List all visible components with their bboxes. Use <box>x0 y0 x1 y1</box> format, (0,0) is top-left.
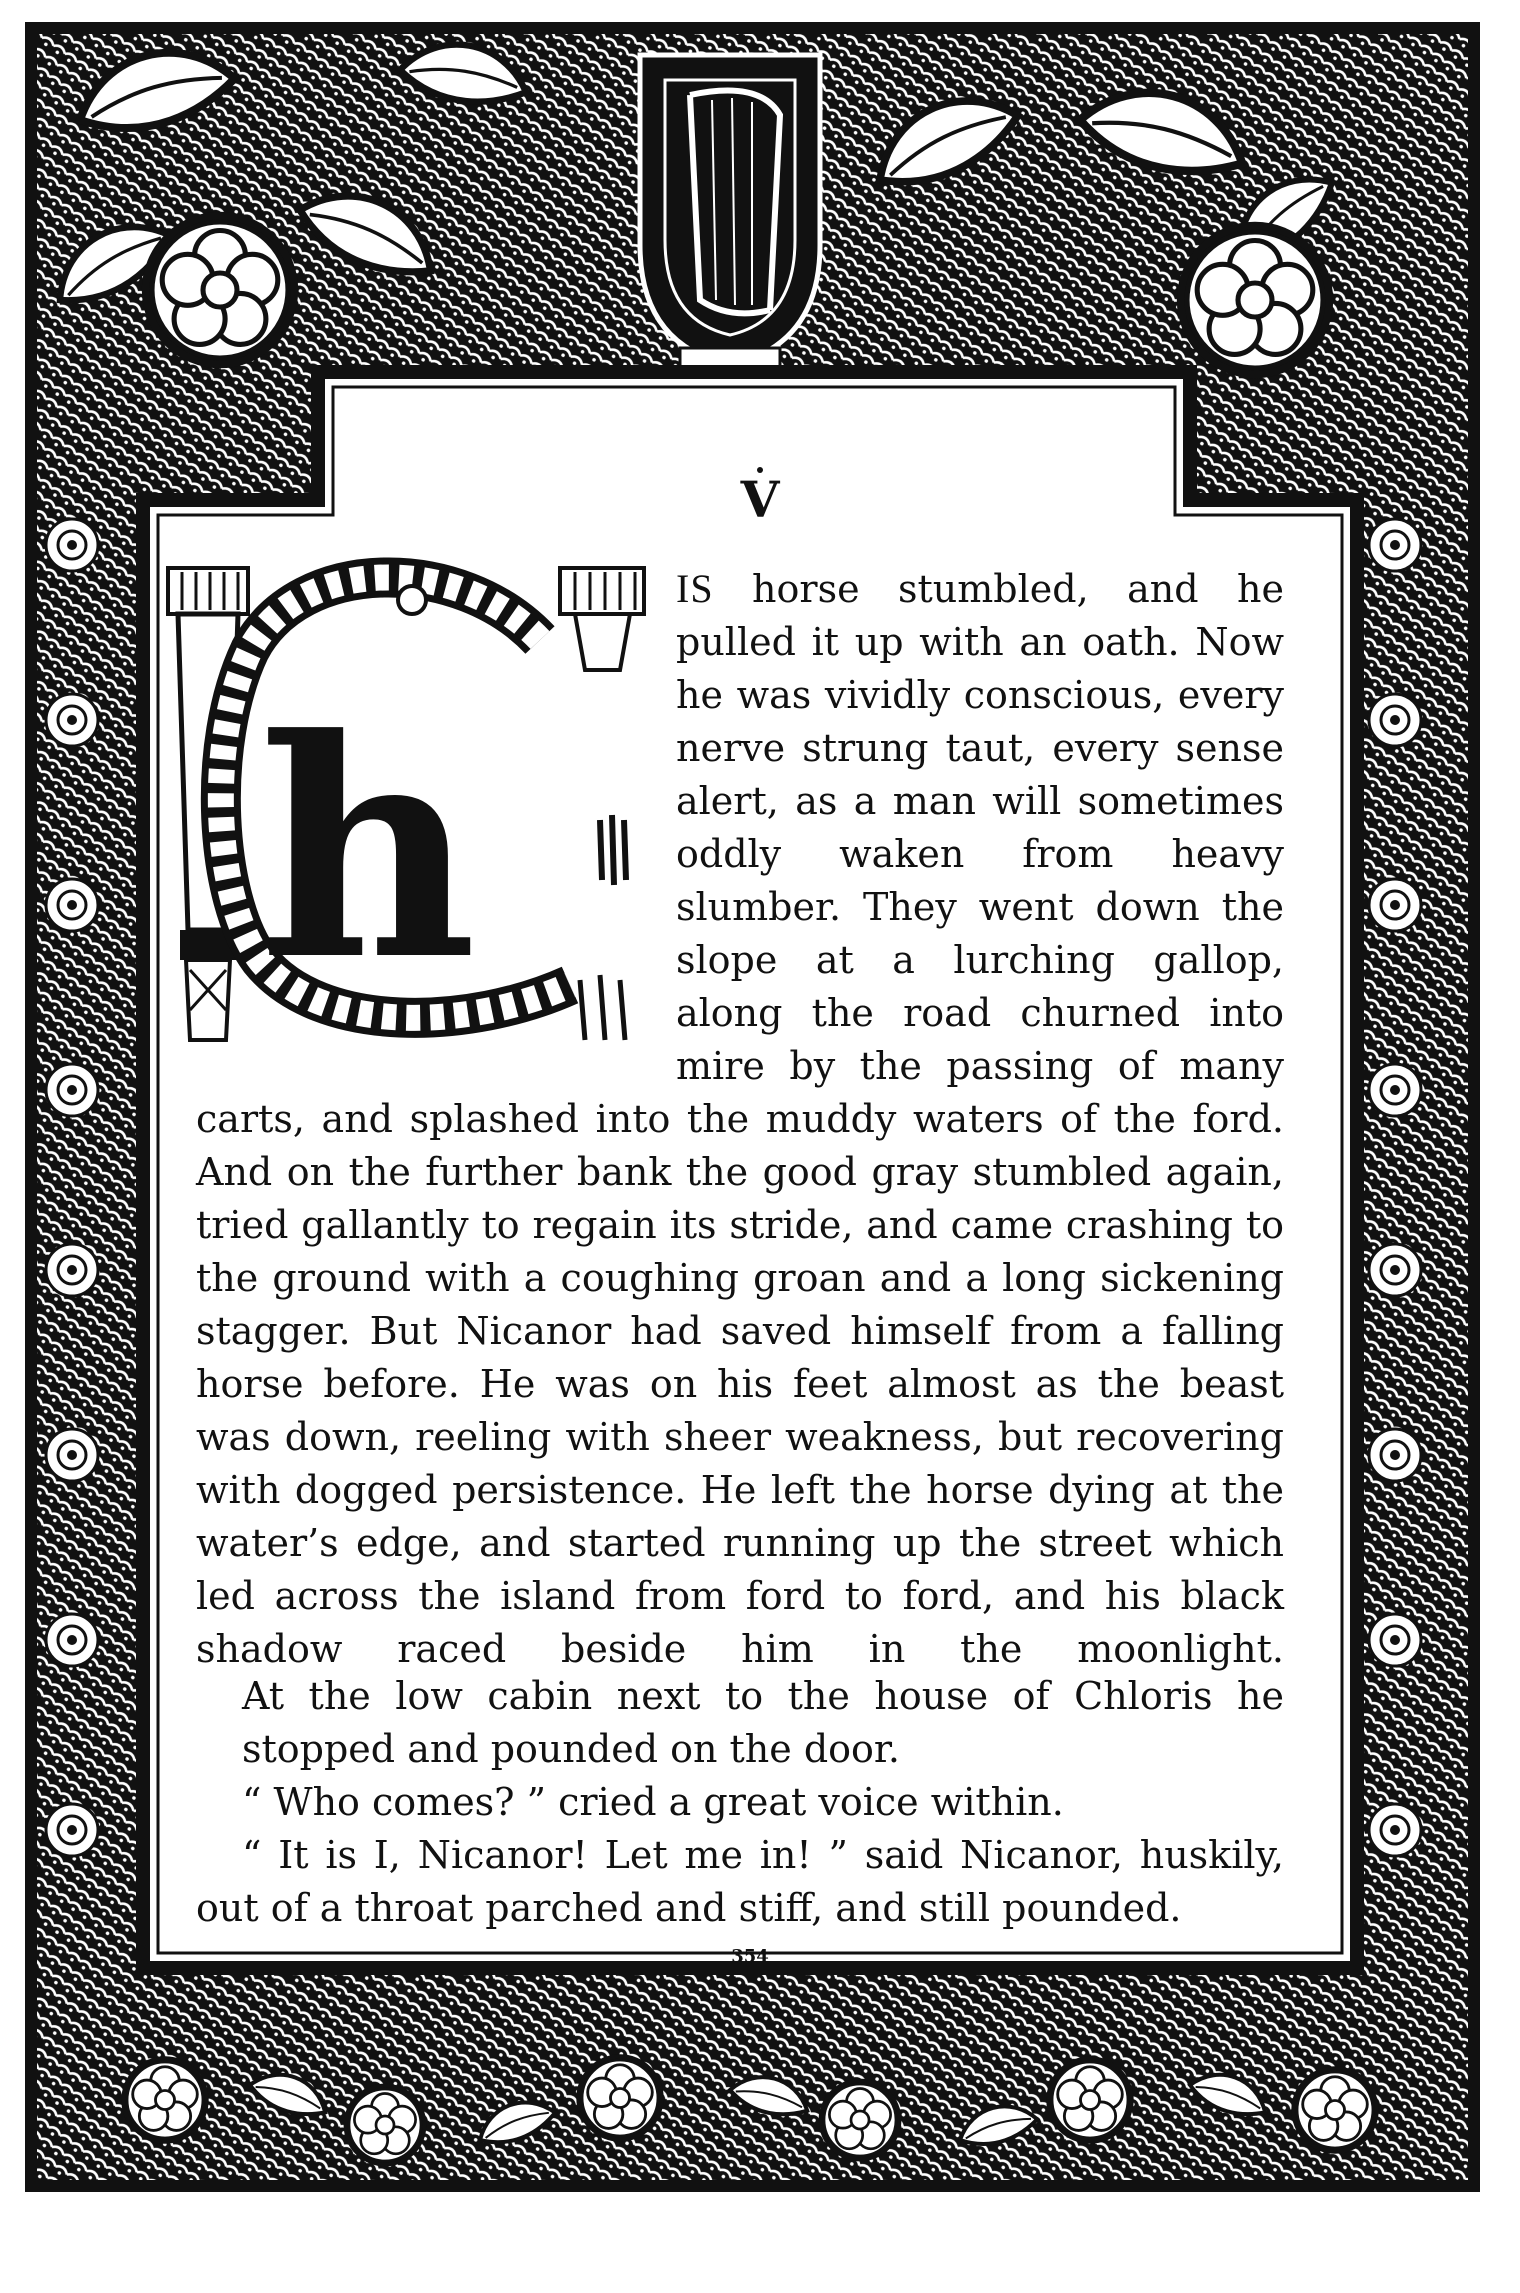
paragraph-2-tail: stopped and pounded on the door. <box>242 1727 900 1771</box>
page-number: 354 <box>731 1946 769 1967</box>
paragraph-1 <box>196 562 1284 1676</box>
rose-ornament-icon <box>1177 222 1333 378</box>
drop-cap-letter: h <box>258 673 478 1026</box>
paragraph-4: “ It is I, Nicanor! Let me in! ” said Nicanor, huskily, <box>242 1833 1284 1877</box>
lead-word: IS <box>676 566 714 611</box>
harp-ornament-icon <box>640 55 820 368</box>
paragraph-1-text: horse stumbled, and he pulled it up with an oath. Now he was vividly conscious, every nerve strung taut, every sense alert, as a man will sometimes oddly waken from heavy slumber. They went down the slope at a lurching gallop, along the road churned into mire by the passing of many carts, and splashed into the muddy waters of the ford. And on the further bank the good gray stumbled again, tried gallantly to regain its stride, and came crashing to the ground with a coughing groan and a long sickening stagger. But Nicanor had saved himself from a falling horse before. He was on his feet almost as the beast was down, reeling with sheer weakness, but recovering with dogged persistence. He left the horse dying at the water’s edge, and started running up the street which led across the island from ford to ford, and his black shadow raced beside him in the moonlight. <box>196 567 1284 1671</box>
chapter-number: V <box>740 470 780 529</box>
paragraph-2 <box>196 1670 1284 1776</box>
paragraph-3: “ Who comes? ” cried a great voice within. <box>242 1780 1064 1824</box>
paragraph-2-text: At the low cabin next to the house of Chloris he <box>242 1674 1284 1718</box>
paragraph-4-tail: out of a throat parched and stiff, and still pounded. <box>196 1886 1182 1930</box>
drop-cap-space <box>196 562 676 1092</box>
rose-ornament-icon <box>142 212 298 368</box>
